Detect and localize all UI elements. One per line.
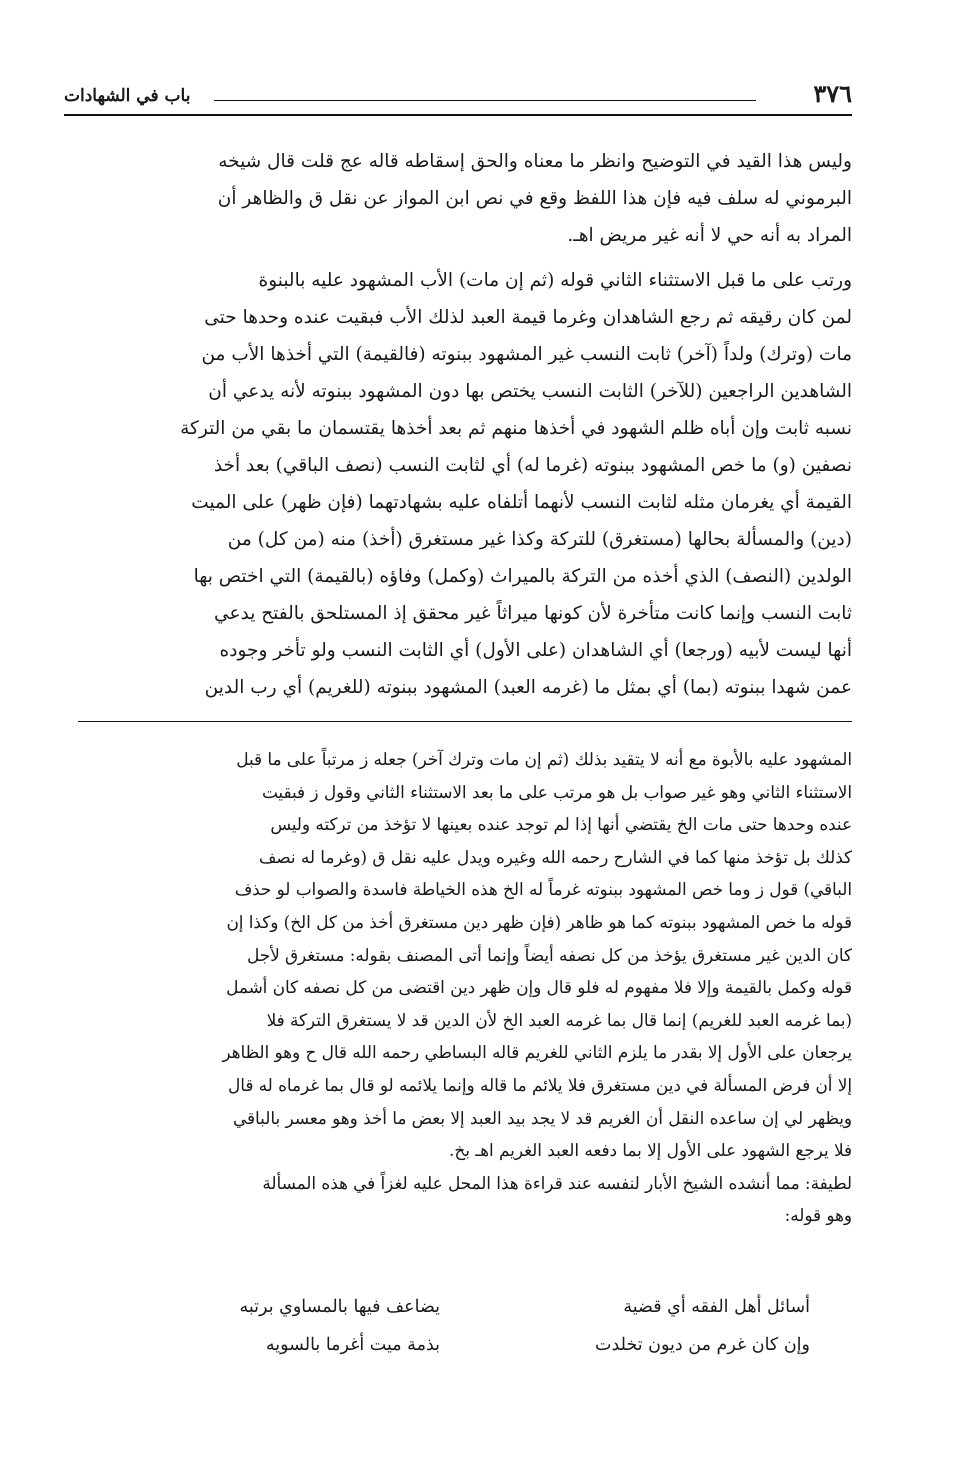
footnote-line: قوله ما خص المشهود ببنوته كما هو ظاهر (فإن ظهر دين مستغرق أخذ من كل الخ) وكذا إن bbox=[226, 911, 852, 932]
page-number: ٣٧٦ bbox=[813, 79, 852, 108]
poem bbox=[120, 1288, 810, 1364]
text-line: وليس هذا القيد في التوضيح وانظر ما معناه والحق إسقاطه قاله عج قلت قال شيخه bbox=[218, 151, 852, 172]
verse-first-hemistich: وإن كان غرم من ديون تخلدت bbox=[594, 1335, 810, 1355]
footnote-line: الباقي) قول ز وما خص المشهود ببنوته غرماً له الخ هذه الخياطة فاسدة والصواب لو حذف bbox=[234, 879, 852, 900]
text-line: ثابت النسب وإنما كانت متأخرة لأن كونها ميراثاً غير محقق إذ المستلحق بالفتح يدعي bbox=[214, 603, 852, 624]
text-line: الولدين (النصف) الذي أخذه من التركة بالميراث (وكمل) وفاؤه (بالقيمة) التي اختص بها bbox=[193, 566, 852, 587]
header-rule bbox=[64, 114, 852, 116]
text-line: أنها ليست لأبيه (ورجعا) أي الشاهدان (على الأول) أي الثابت النسب ولو تأخر وجوده bbox=[219, 640, 852, 661]
paragraph-gap bbox=[80, 254, 852, 262]
main-text bbox=[80, 143, 852, 706]
text-line: ورتب على ما قبل الاستثناء الثاني قوله (ثم إن مات) الأب المشهود عليه بالبنوة bbox=[258, 270, 852, 291]
footnote-line: عنده وحدها حتى مات الخ يقتضي أنها إذا لم توجد عنده بعينها لا تؤخذ من تركته وليس bbox=[270, 814, 852, 835]
verse-second-hemistich: يضاعف فيها بالمساوي برتبه bbox=[239, 1297, 440, 1317]
text-line: (دين) والمسألة بحالها (مستغرق) للتركة وكذا غير مستغرق (أخذ) منه (من كل) من bbox=[227, 529, 852, 550]
text-line: لمن كان رقيقه ثم رجع الشاهدان وغرما قيمة العبد لذلك الأب فبقيت عنده وحدها حتى bbox=[204, 307, 852, 328]
footnote-line: (بما غرمه العبد للغريم) إنما قال بما غرمه العبد الخ لأن الدين قد لا يستغرق التركة فلا bbox=[266, 1009, 852, 1030]
text-line: البرموني له سلف فيه فإن هذا اللفظ وقع في نص ابن المواز عن نقل ق والظاهر أن bbox=[217, 188, 852, 209]
text-line: نسبه ثابت وإن أباه ظلم الشهود في أخذها منهم ثم بعد أخذها يقتسمان ما بقي من التركة bbox=[180, 418, 852, 439]
text-line: الشاهدين الراجعين (للآخر) الثابت النسب يختص بها دون المشهود ببنوته لأنه يدعي أن bbox=[208, 381, 852, 402]
text-line: عمن شهدا ببنوته (بما) أي بمثل ما (غرمه العبد) المشهود ببنوته (للغريم) أي رب الدين bbox=[204, 677, 852, 698]
poem-verse bbox=[120, 1326, 810, 1364]
text-line: القيمة أي يغرمان مثله لثابت النسب لأنهما أتلفاه عليه بشهادتهما (فإن ظهر) على الميت bbox=[191, 492, 852, 513]
footnote-line: كان الدين غير مستغرق يؤخذ من كل نصفه أيضاً وإنما أتى المصنف بقوله: مستغرق لأجل bbox=[246, 944, 852, 965]
footnote-line: قوله وكمل بالقيمة وإلا فلا مفهوم له فلو قال وإن ظهر دين اقتضى من كل نصفه كان أشمل bbox=[226, 977, 852, 998]
text-line: مات (وترك) ولداً (آخر) ثابت النسب غير المشهود ببنوته (فالقيمة) التي أخذها الأب من bbox=[201, 344, 852, 365]
footnote-line: فلا يرجع الشهود على الأول إلا بما دفعه العبد الغريم اهـ بخ. bbox=[449, 1140, 852, 1161]
footnote-line: وهو قوله: bbox=[784, 1205, 852, 1226]
text-line: المراد به أنه حي لا أنه غير مريض اهـ. bbox=[567, 225, 852, 246]
footnote-line: الاستثناء الثاني وهو غير صواب بل هو مرتب على ما بعد الاستثناء الثاني وقول ز فبقيت bbox=[261, 781, 852, 802]
text-line: نصفين (و) ما خص المشهود ببنوته (غرما له) أي لثابت النسب (نصف الباقي) بعد أخذ bbox=[213, 455, 852, 476]
footnote-line: كذلك بل تؤخذ منها كما في الشارح رحمه الله وغيره ويدل عليه نقل ق (وغرما له نصف bbox=[258, 846, 852, 867]
footnote-line: المشهود عليه بالأبوة مع أنه لا يتقيد بذلك (ثم إن مات وترك آخر) جعله ز مرتباً على ما قبل bbox=[236, 749, 852, 769]
verse-first-hemistich: أسائل أهل الفقه أي قضية bbox=[623, 1297, 810, 1317]
running-header bbox=[64, 80, 852, 118]
footnote-line: لطيفة: مما أنشده الشيخ الأبار لنفسه عند قراءة هذا المحل عليه لغزاً في هذه المسألة bbox=[262, 1172, 852, 1193]
poem-verse bbox=[120, 1288, 810, 1326]
header-rule-short bbox=[214, 100, 756, 101]
footnote-line: ويظهر لي إن ساعده النقل أن الغريم قد لا يجد بيد العبد إلا بعض ما أخذ وهو معسر بالباقي bbox=[233, 1107, 852, 1128]
footnote-line: إلا أن فرض المسألة في دين مستغرق فلا يلائم ما قاله وإنما يلائمه لو قال بما غرماه له قال bbox=[228, 1074, 852, 1095]
verse-second-hemistich: بذمة ميت أغرما بالسويه bbox=[265, 1335, 440, 1355]
footnote-text bbox=[80, 743, 852, 1232]
section-title: باب في الشهادات bbox=[64, 86, 191, 106]
footnote-line: يرجعان على الأول إلا بقدر ما يلزم الثاني للغريم قاله البساطي رحمه الله قال ح وهو الظاهر bbox=[222, 1042, 852, 1063]
footnote-divider bbox=[78, 721, 852, 722]
